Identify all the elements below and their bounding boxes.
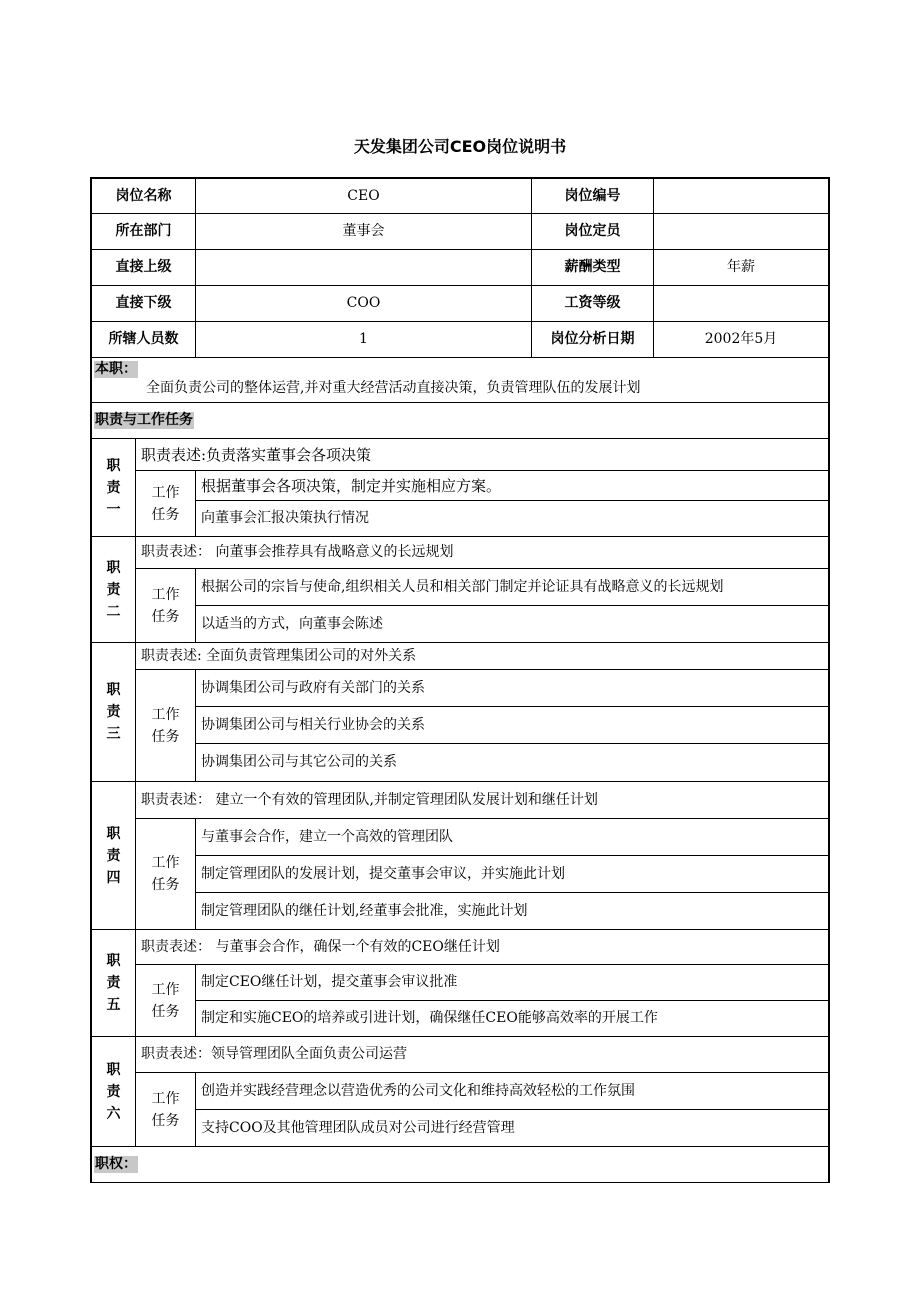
duty-index-char: 责 [106, 1083, 121, 1100]
work-task-label-text: 任务 [151, 728, 180, 745]
duty-summary-label: 本职： [95, 361, 137, 377]
dept-label: 所在部门 [90, 214, 196, 250]
task-row: 向董事会汇报决策执行情况 [196, 501, 830, 537]
duty-description: 职责表述：领导管理团队全面负责公司运营 [136, 1037, 830, 1073]
duty-index-char: 责 [106, 847, 121, 864]
task-row: 协调集团公司与相关行业协会的关系 [196, 707, 830, 744]
work-task-label-text: 工作 [151, 586, 180, 603]
position-name-value: CEO [196, 177, 532, 214]
position-name-label: 岗位名称 [90, 177, 196, 214]
duty-summary-text: 全面负责公司的整体运营,并对重大经营活动直接决策，负责管理队伍的发展计划 [146, 379, 641, 396]
work-task-label [136, 569, 196, 643]
duty-index-char: 责 [106, 704, 121, 720]
work-task-label [136, 819, 196, 930]
duty-index-char: 四 [106, 869, 121, 886]
duty-index-char: 一 [106, 501, 121, 518]
authority-row [90, 1147, 830, 1183]
salary-type-label: 薪酬类型 [532, 250, 654, 286]
duty-index-label [90, 930, 136, 1037]
duty-index-label [90, 782, 136, 930]
task-row: 以适当的方式，向董事会陈述 [196, 606, 830, 643]
quota-value [654, 214, 830, 250]
duty-index-char: 职 [106, 953, 121, 969]
task-row: 制定CEO继任计划，提交董事会审议批准 [196, 965, 830, 1001]
task-row: 制定管理团队的继任计划,经董事会批准，实施此计划 [196, 893, 830, 930]
quota-label: 岗位定员 [532, 214, 654, 250]
duty-description: 职责表述： 与董事会合作，确保一个有效的CEO继任计划 [136, 930, 830, 965]
position-no-label: 岗位编号 [532, 177, 654, 214]
task-row: 协调集团公司与政府有关部门的关系 [196, 670, 830, 707]
task-row: 创造并实践经营理念以营造优秀的公司文化和维持高效轻松的工作氛围 [196, 1073, 830, 1110]
duty-index-char: 责 [106, 581, 121, 598]
duty-index-label [90, 439, 136, 537]
duty-description: 职责表述： 建立一个有效的管理团队,并制定管理团队发展计划和继任计划 [136, 782, 830, 819]
duty-index-label [90, 537, 136, 643]
grade-label: 工资等级 [532, 286, 654, 322]
staff-count-value: 1 [196, 322, 532, 358]
superior-value [196, 250, 532, 286]
duty-description: 职责表述: 全面负责管理集团公司的对外关系 [136, 643, 830, 670]
duty-index-char: 六 [106, 1105, 121, 1122]
tasks-header [90, 403, 830, 439]
work-task-label-text: 任务 [151, 1112, 180, 1129]
task-row: 制定和实施CEO的培养或引进计划，确保继任CEO能够高效率的开展工作 [196, 1001, 830, 1037]
grade-value [654, 286, 830, 322]
work-task-label [136, 670, 196, 782]
staff-count-label: 所辖人员数 [90, 322, 196, 358]
duty-index-label [90, 643, 136, 782]
task-row: 与董事会合作，建立一个高效的管理团队 [196, 819, 830, 856]
subordinate-label: 直接下级 [90, 286, 196, 322]
work-task-label-text: 任务 [151, 608, 180, 625]
work-task-label-text: 任务 [151, 877, 180, 893]
superior-label: 直接上级 [90, 250, 196, 286]
duty-index-char: 职 [106, 559, 121, 576]
task-row: 协调集团公司与其它公司的关系 [196, 744, 830, 782]
analysis-date-label: 岗位分析日期 [532, 322, 654, 358]
task-row: 支持COO及其他管理团队成员对公司进行经营管理 [196, 1110, 830, 1147]
work-task-label [136, 1073, 196, 1147]
duty-description: 职责表述:负责落实董事会各项决策 [136, 439, 830, 471]
work-task-label-text: 工作 [151, 1090, 180, 1107]
duty-index-char: 职 [106, 1061, 121, 1078]
position-no-value [654, 177, 830, 214]
duty-index-char: 职 [106, 457, 121, 474]
duty-index-label [90, 1037, 136, 1147]
duty-summary [90, 358, 830, 403]
work-task-label [136, 471, 196, 537]
work-task-label [136, 965, 196, 1037]
authority-label: 职权： [95, 1156, 137, 1173]
analysis-date-value: 2002年5月 [654, 322, 830, 358]
task-row: 制定管理团队的发展计划，提交董事会审议，并实施此计划 [196, 856, 830, 893]
task-row: 根据董事会各项决策，制定并实施相应方案。 [196, 471, 830, 501]
dept-value: 董事会 [196, 214, 532, 250]
task-row: 根据公司的宗旨与使命,组织相关人员和相关部门制定并论证具有战略意义的长远规划 [196, 569, 830, 606]
work-task-label-text: 任务 [151, 1003, 180, 1020]
work-task-label-text: 工作 [151, 855, 180, 871]
work-task-label-text: 工作 [151, 981, 180, 998]
work-task-label-text: 工作 [151, 706, 180, 723]
duty-index-char: 二 [106, 603, 121, 620]
salary-type-value: 年薪 [654, 250, 830, 286]
duty-index-char: 三 [106, 726, 121, 742]
tasks-header-label: 职责与工作任务 [95, 412, 193, 429]
duty-index-char: 五 [106, 997, 121, 1013]
subordinate-value: COO [196, 286, 532, 322]
duty-index-char: 职 [106, 825, 121, 842]
duty-index-char: 责 [106, 479, 121, 496]
duty-description: 职责表述： 向董事会推荐具有战略意义的长远规划 [136, 537, 830, 569]
work-task-label-text: 工作 [151, 484, 180, 501]
duty-index-char: 职 [106, 682, 121, 698]
page-title: 天发集团公司CEO岗位说明书 [353, 137, 567, 156]
duty-index-char: 责 [106, 975, 121, 991]
work-task-label-text: 任务 [151, 506, 180, 523]
